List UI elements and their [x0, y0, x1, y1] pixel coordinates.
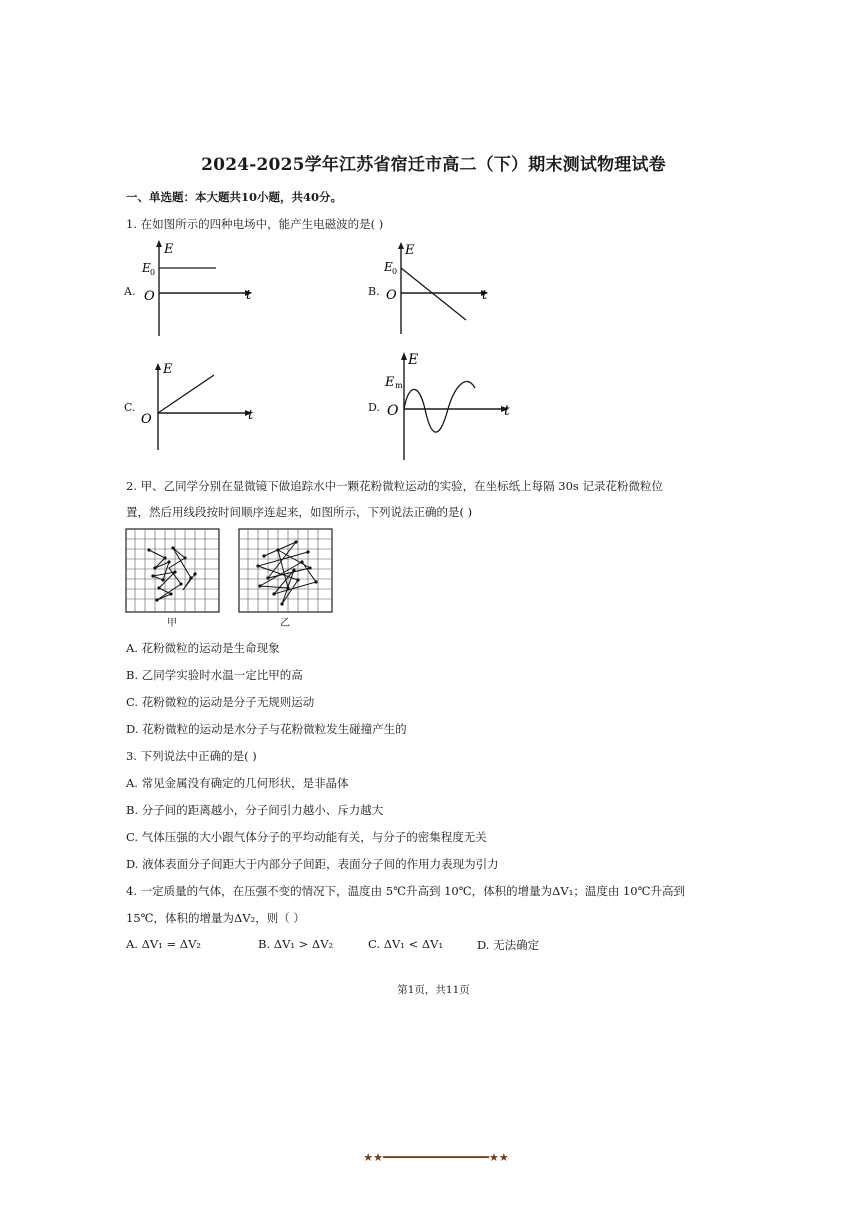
origin-label: O: [387, 403, 399, 419]
q3-option-c: C. 气体压强的大小跟气体分子的平均动能有关，与分子的密集程度无关: [126, 830, 487, 844]
page-title: 2024-2025学年江苏省宿迁市高二（下）期末测试物理试卷: [201, 155, 666, 175]
axis-label-e: E: [408, 352, 419, 368]
axis-label-t: t: [248, 408, 254, 423]
q3-option-d: D. 液体表面分子间距大于内部分子间距，表面分子间的作用力表现为引力: [126, 857, 499, 871]
q1-graph-d: [382, 348, 517, 463]
q1-option-d-label: D.: [368, 401, 380, 414]
axis-label-t: t: [482, 288, 488, 303]
q1-option-a-label: A.: [124, 285, 136, 298]
e0-label: E: [142, 261, 151, 275]
origin-label: O: [144, 289, 155, 304]
e0-sub: 0: [392, 267, 398, 276]
q4-option-d: D. 无法确定: [477, 938, 540, 952]
axis-label-t: t: [246, 288, 252, 303]
question-2-stem-line1: 2. 甲、乙同学分别在显微镜下做追踪水中一颗花粉微粒运动的实验，在坐标纸上每隔 30s 记录花粉微粒位: [126, 479, 663, 493]
question-2-stem-line2: 置，然后用线段按时间顺序连起来，如图所示，下列说法正确的是( ): [126, 505, 473, 519]
origin-label: O: [386, 288, 397, 303]
axis-label-e: E: [164, 242, 174, 257]
em-label: E: [385, 375, 395, 390]
q1-graph-c: [138, 358, 258, 453]
q2-option-a: A. 花粉微粒的运动是生命现象: [126, 641, 280, 655]
q1-option-b-label: B.: [368, 285, 380, 298]
decorative-divider-text: ★★━━━━━━━━━━━━━━━━★★: [363, 1151, 509, 1164]
q2-option-d: D. 花粉微粒的运动是水分子与花粉微粒发生碰撞产生的: [126, 722, 407, 736]
axis-label-e: E: [163, 362, 173, 377]
q2-label-jia: 甲: [167, 618, 177, 629]
q2-option-c: C. 花粉微粒的运动是分子无规则运动: [126, 695, 315, 709]
q1-graph-b: [380, 238, 495, 338]
axis-label-t: t: [504, 403, 510, 419]
q2-figure-yi: [238, 528, 334, 616]
e0-sub: 0: [150, 268, 156, 277]
q1-option-c-label: C.: [124, 401, 136, 414]
question-1-stem: 1. 在如图所示的四种电场中，能产生电磁波的是( ): [126, 217, 384, 231]
q2-label-yi: 乙: [280, 618, 290, 629]
q3-option-b: B. 分子间的距离越小，分子间引力越小、斥力越大: [126, 803, 384, 817]
em-sub: m: [395, 381, 403, 390]
e0-label: E: [384, 260, 393, 274]
question-4-stem-line2: 15℃，体积的增量为ΔV₂，则（ ）: [126, 911, 305, 925]
decorative-divider: [336, 1151, 536, 1167]
axis-label-e: E: [405, 243, 415, 258]
q2-option-b: B. 乙同学实验时水温一定比甲的高: [126, 668, 303, 682]
q4-option-b: B. ΔV₁ > ΔV₂: [258, 937, 334, 951]
q4-option-a: A. ΔV₁ = ΔV₂: [126, 937, 202, 951]
q1-graph-a: [138, 238, 258, 338]
q3-option-a: A. 常见金属没有确定的几何形状，是非晶体: [126, 776, 349, 790]
page-footer: 第1页，共11页: [397, 984, 470, 996]
q4-option-c: C. ΔV₁ < ΔV₁: [368, 937, 444, 951]
q2-figure-jia: [125, 528, 221, 616]
question-4-stem-line1: 4. 一定质量的气体，在压强不变的情况下，温度由 5℃升高到 10℃，体积的增量为ΔV₁；温度由 10℃升高到: [126, 884, 685, 898]
question-3-stem: 3. 下列说法中正确的是( ): [126, 749, 257, 763]
origin-label: O: [141, 412, 152, 427]
section-heading: 一、单选题：本大题共10小题，共40分。: [126, 190, 343, 204]
